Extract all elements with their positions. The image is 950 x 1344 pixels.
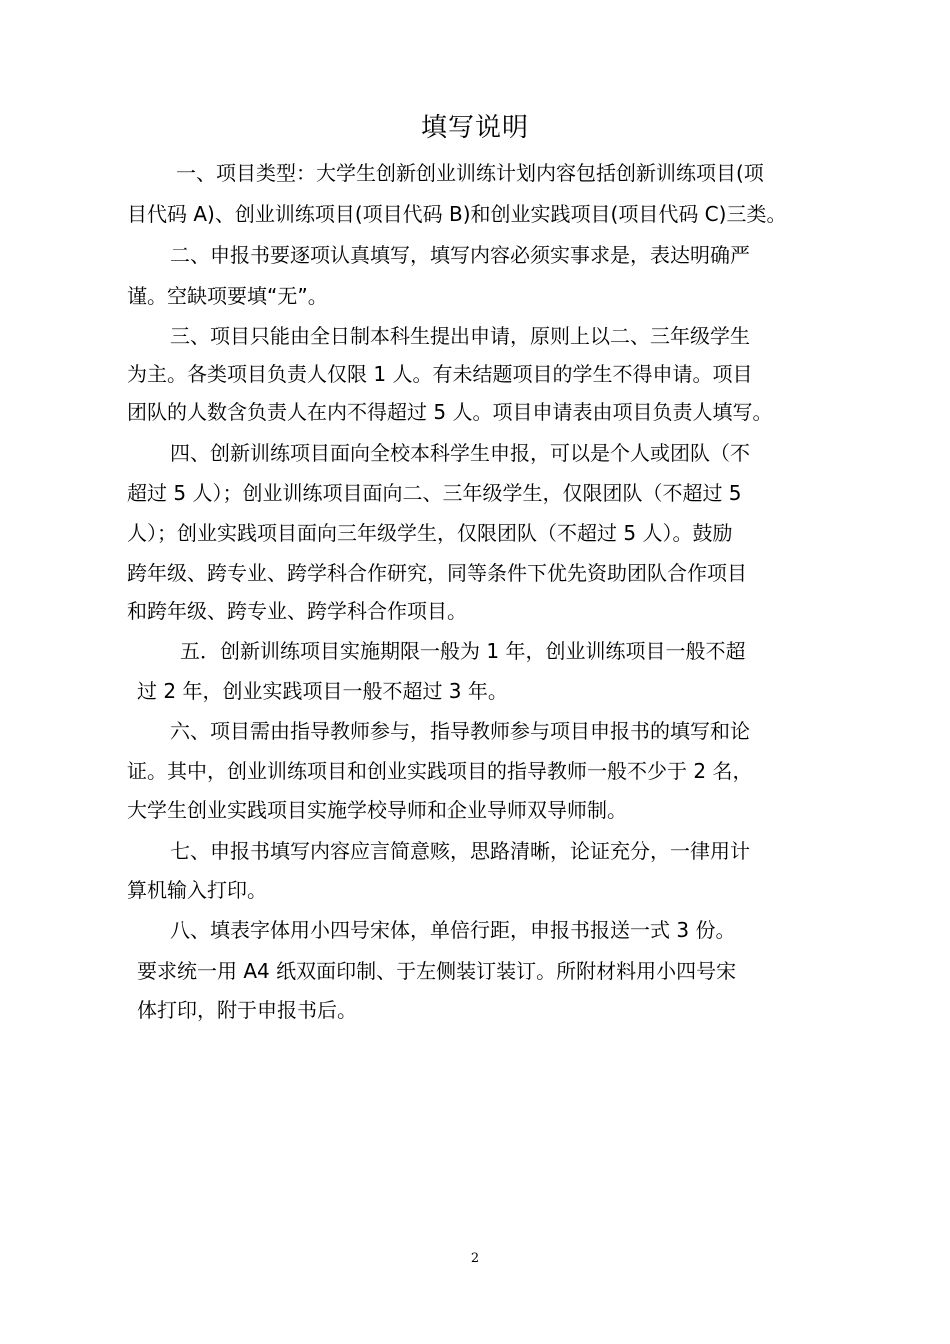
page-title: 填写说明 bbox=[420, 113, 529, 143]
paragraph-line: 为主。各类项目负责人仅限 1 人。有未结题项目的学生不得申请。项目 bbox=[127, 362, 753, 386]
page-number: 2 bbox=[470, 1251, 480, 1266]
paragraph-line: 人）；创业实践项目面向三年级学生，仅限团队（不超过 5 人）。鼓励 bbox=[127, 521, 733, 545]
paragraph-line: 谨。空缺项要填“无”。 bbox=[127, 284, 328, 308]
paragraph-line: 体打印，附于申报书后。 bbox=[137, 998, 357, 1022]
paragraph-line: 三、项目只能由全日制本科生提出申请，原则上以二、三年级学生 bbox=[170, 324, 750, 348]
paragraph-line: 和跨年级、跨专业、跨学科合作项目。 bbox=[127, 599, 467, 623]
paragraph-line: 八、填表字体用小四号宋体，单倍行距，申报书报送一式 3 份。 bbox=[170, 918, 736, 942]
paragraph-line: 团队的人数含负责人在内不得超过 5 人。项目申请表由项目负责人填写。 bbox=[127, 400, 773, 424]
paragraph-line: 五．创新训练项目实施期限一般为 1 年，创业训练项目一般不超 bbox=[180, 639, 746, 663]
paragraph-line: 二、申报书要逐项认真填写，填写内容必须实事求是，表达明确严 bbox=[170, 243, 750, 267]
paragraph-line: 七、申报书填写内容应言简意赅，思路清晰，论证充分，一律用计 bbox=[170, 839, 750, 863]
paragraph-line: 超过 5 人）；创业训练项目面向二、三年级学生，仅限团队（不超过 5 bbox=[127, 481, 742, 505]
paragraph-line: 四、创新训练项目面向全校本科学生申报，可以是个人或团队（不 bbox=[170, 441, 750, 465]
paragraph-line: 六、项目需由指导教师参与，指导教师参与项目申报书的填写和论 bbox=[170, 719, 750, 743]
paragraph-line: 跨年级、跨专业、跨学科合作研究，同等条件下优先资助团队合作项目 bbox=[127, 561, 747, 585]
paragraph-line: 证。其中，创业训练项目和创业实践项目的指导教师一般不少于 2 名， bbox=[127, 759, 753, 783]
paragraph-line: 算机输入打印。 bbox=[127, 878, 267, 902]
paragraph-line: 要求统一用 A4 纸双面印制、于左侧装订装订。所附材料用小四号宋 bbox=[137, 959, 737, 983]
paragraph-line: 大学生创业实践项目实施学校导师和企业导师双导师制。 bbox=[127, 798, 627, 822]
paragraph-line: 过 2 年，创业实践项目一般不超过 3 年。 bbox=[137, 679, 508, 703]
paragraph-line: 一、项目类型：大学生创新创业训练计划内容包括创新训练项目(项 bbox=[176, 161, 764, 185]
paragraph-line: 目代码 A)、创业训练项目(项目代码 B)和创业实践项目(项目代码 C)三类。 bbox=[127, 202, 787, 226]
